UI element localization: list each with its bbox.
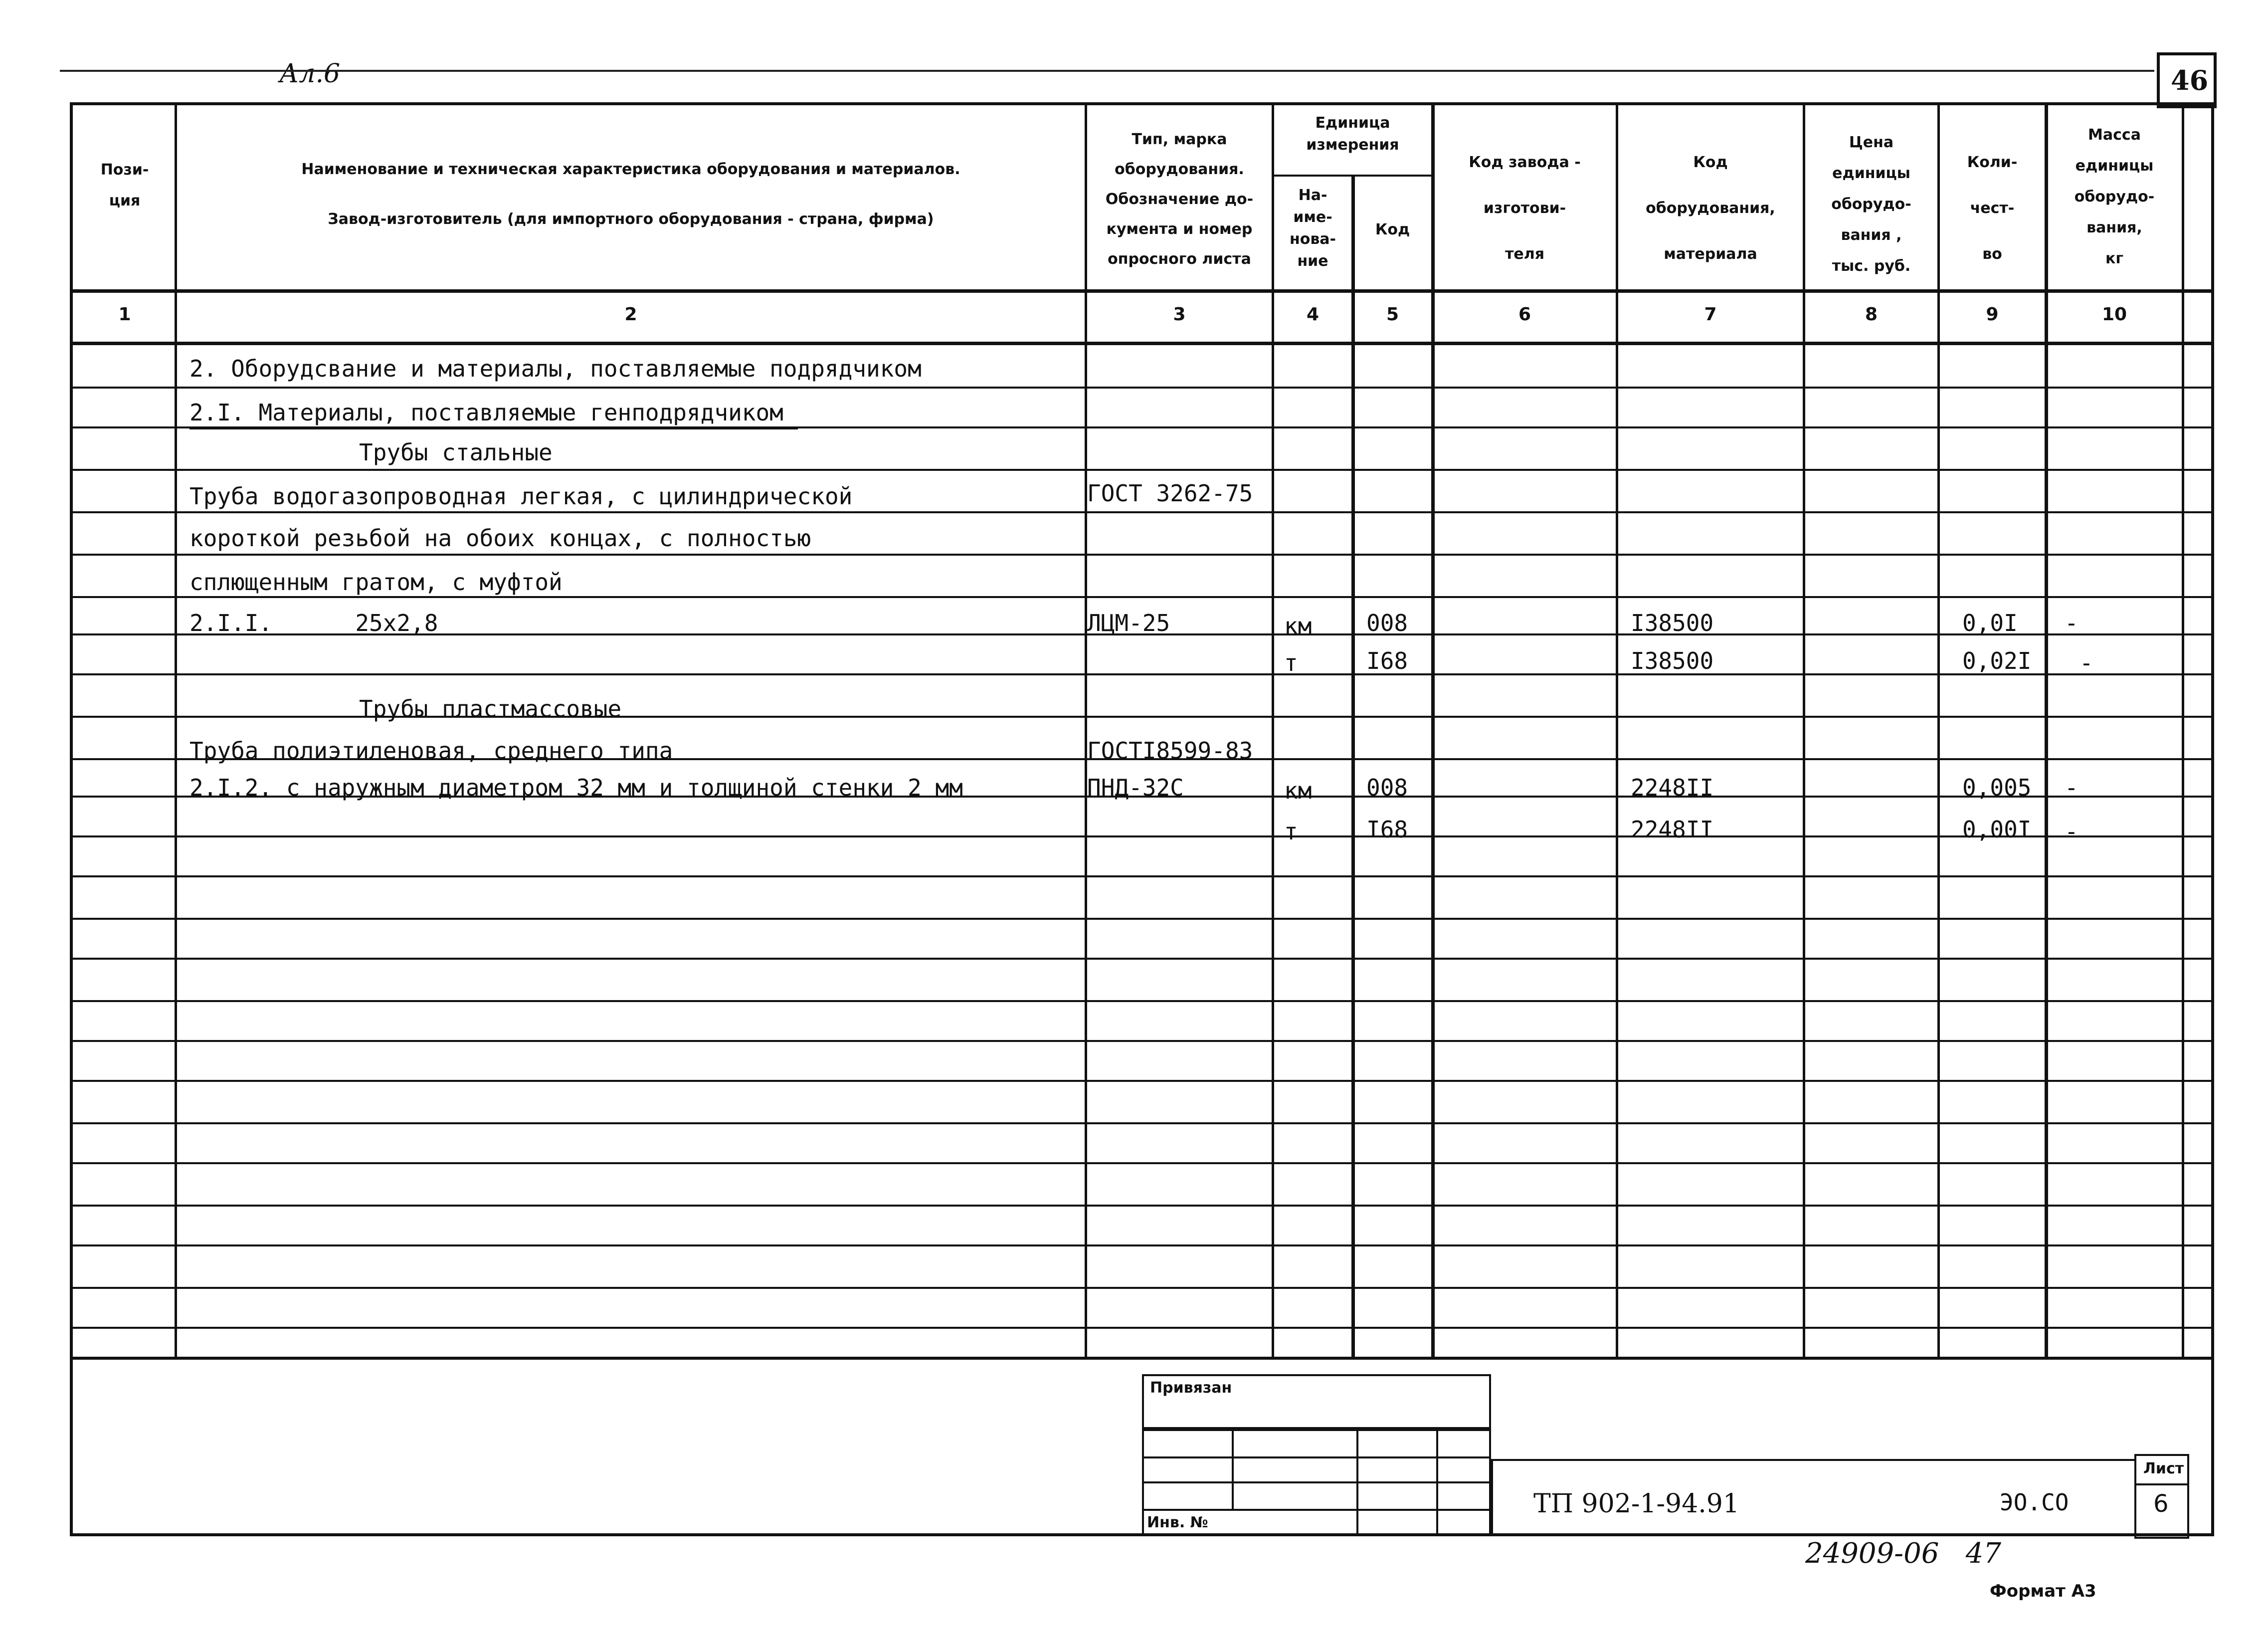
row-line bbox=[70, 918, 2214, 920]
row-11-type: ПНД-32С bbox=[1087, 774, 1184, 801]
header-col6: Код завода - изготови- теля bbox=[1469, 154, 1581, 263]
row-1-name: 2. Оборудсвание и материалы, поставляемые подрядчиком bbox=[189, 355, 922, 382]
col-line-4 bbox=[1351, 175, 1355, 1357]
row-12-material: 2248II bbox=[1631, 816, 1714, 843]
title-block-top bbox=[1491, 1459, 2134, 1461]
header-col1: Пози- ция bbox=[100, 161, 149, 209]
page-number: 46 bbox=[2171, 64, 2209, 96]
row-10-name: Труба полиэтиленовая, среднего типа bbox=[189, 737, 673, 764]
row-11-material: 2248II bbox=[1631, 774, 1714, 801]
header-col8: Цена единицы оборудо- вания , тыс. руб. bbox=[1831, 134, 1911, 275]
row-11-code: 008 bbox=[1366, 774, 1408, 801]
row-line bbox=[70, 1357, 2214, 1360]
doc-code: ТП 902-1-94.91 bbox=[1533, 1489, 1739, 1519]
row-7-unit: км bbox=[1284, 613, 1312, 639]
stamp-grid-h2 bbox=[1142, 1481, 1491, 1483]
row-line bbox=[70, 554, 2214, 556]
numbers-bottom-line bbox=[70, 342, 2214, 345]
section-code: ЭО.СО bbox=[2000, 1489, 2069, 1516]
row-8-unit: т bbox=[1284, 649, 1298, 676]
col-number-9: 9 bbox=[1986, 304, 1999, 325]
header-col4: На- име- нова- ние bbox=[1289, 187, 1336, 270]
row-8-mass: - bbox=[2079, 649, 2093, 676]
row-line bbox=[70, 835, 2214, 837]
format-label: Формат А3 bbox=[1990, 1581, 2096, 1601]
row-8-qty: 0,02I bbox=[1962, 647, 2032, 674]
header-col10: Масса единицы оборудо- вания, кг bbox=[2074, 126, 2155, 267]
sheet-label-divider bbox=[2136, 1483, 2187, 1485]
row-line bbox=[70, 1205, 2214, 1207]
row-12-qty: 0,00I bbox=[1962, 816, 2032, 843]
row-12-code: I68 bbox=[1366, 816, 1408, 843]
header-col2: Наименование и техническая характеристика оборудования и материалов. Завод-изготовитель (для импортного оборудования - страна, фирма) bbox=[301, 161, 960, 228]
row-2-name: 2.I. Материалы, поставляемые генподрядчиком bbox=[189, 399, 783, 426]
sheet-number: 6 bbox=[2153, 1490, 2169, 1518]
col-number-1: 1 bbox=[118, 304, 131, 325]
row-10-type: ГОСТI8599-83 bbox=[1087, 737, 1253, 764]
inv-label: Инв. № bbox=[1147, 1514, 1208, 1531]
row-line bbox=[70, 1040, 2214, 1042]
stamp-grid-h3 bbox=[1142, 1509, 1491, 1511]
row-line bbox=[70, 958, 2214, 960]
col-number-4: 4 bbox=[1306, 304, 1320, 325]
row-2-underline bbox=[189, 428, 798, 429]
row-4-type: ГОСТ 3262-75 bbox=[1087, 480, 1253, 507]
row-11-name: 2.I.2. с наружным диаметром 32 мм и толщиной стенки 2 мм bbox=[189, 774, 963, 801]
row-4-name: Труба водогазопроводная легкая, с цилиндрической bbox=[189, 483, 853, 510]
col-number-8: 8 bbox=[1865, 304, 1878, 325]
row-7-material: I38500 bbox=[1631, 610, 1714, 636]
row-line bbox=[70, 1080, 2214, 1082]
row-line bbox=[70, 1000, 2214, 1002]
row-line bbox=[70, 1122, 2214, 1124]
row-line bbox=[70, 1327, 2214, 1329]
archive-number: 24909-06 47 bbox=[1805, 1537, 2001, 1570]
header-bottom-line bbox=[70, 289, 2214, 293]
row-11-qty: 0,005 bbox=[1962, 774, 2032, 801]
sheet-box bbox=[2134, 1454, 2189, 1539]
col-number-6: 6 bbox=[1518, 304, 1531, 325]
row-line bbox=[70, 387, 2214, 389]
header-col7: Код оборудования, материала bbox=[1646, 154, 1775, 263]
row-9-name: Трубы пластмассовые bbox=[359, 695, 622, 722]
unit-subheader-line bbox=[1272, 175, 1431, 177]
header-unit-group: Единица измерения bbox=[1306, 114, 1399, 154]
header-col3: Тип, марка оборудования. Обозначение до- кумента и номер опросного листа bbox=[1105, 131, 1254, 268]
row-5-name: короткой резьбой на обоих концах, с полностью bbox=[189, 525, 811, 552]
row-line bbox=[70, 596, 2214, 598]
col-number-10: 10 bbox=[2101, 304, 2127, 325]
row-line bbox=[70, 469, 2214, 471]
col-number-2: 2 bbox=[624, 304, 637, 325]
row-6-name: сплющенным гратом, с муфтой bbox=[189, 569, 563, 596]
stamp-grid-v1 bbox=[1232, 1429, 1234, 1509]
row-8-code: I68 bbox=[1366, 647, 1408, 674]
header-col9: Коли- чест- во bbox=[1967, 154, 2018, 263]
header-col5: Код bbox=[1375, 221, 1410, 238]
top-edge-line bbox=[60, 70, 2154, 72]
row-line bbox=[70, 511, 2214, 513]
col-number-7: 7 bbox=[1704, 304, 1717, 325]
row-7-code: 008 bbox=[1366, 610, 1408, 636]
col-number-3: 3 bbox=[1173, 304, 1186, 325]
row-line bbox=[70, 875, 2214, 877]
row-line bbox=[70, 1162, 2214, 1164]
row-line bbox=[70, 673, 2214, 675]
corner-note: Ал.6 bbox=[279, 59, 341, 89]
title-block-left bbox=[1491, 1459, 1493, 1536]
bound-label: Привязан bbox=[1150, 1379, 1232, 1397]
row-11-mass: - bbox=[2065, 774, 2079, 801]
row-12-unit: т bbox=[1284, 818, 1298, 845]
row-line bbox=[70, 1244, 2214, 1246]
row-7-mass: - bbox=[2065, 610, 2079, 636]
row-11-unit: км bbox=[1284, 777, 1312, 804]
row-3-name: Трубы стальные bbox=[359, 439, 553, 466]
page-number-box bbox=[2157, 52, 2217, 108]
stamp-grid-h1 bbox=[1142, 1456, 1491, 1458]
row-8-material: I38500 bbox=[1631, 647, 1714, 674]
row-12-mass: - bbox=[2065, 818, 2079, 845]
col-number-5: 5 bbox=[1386, 304, 1399, 325]
row-7-name: 2.I.I. 25х2,8 bbox=[189, 610, 438, 636]
row-line bbox=[70, 1287, 2214, 1289]
row-7-qty: 0,0I bbox=[1962, 610, 2018, 636]
row-7-type: ЛЦМ-25 bbox=[1087, 610, 1170, 636]
sheet-label: Лист bbox=[2143, 1460, 2184, 1477]
bound-box bbox=[1142, 1374, 1491, 1429]
